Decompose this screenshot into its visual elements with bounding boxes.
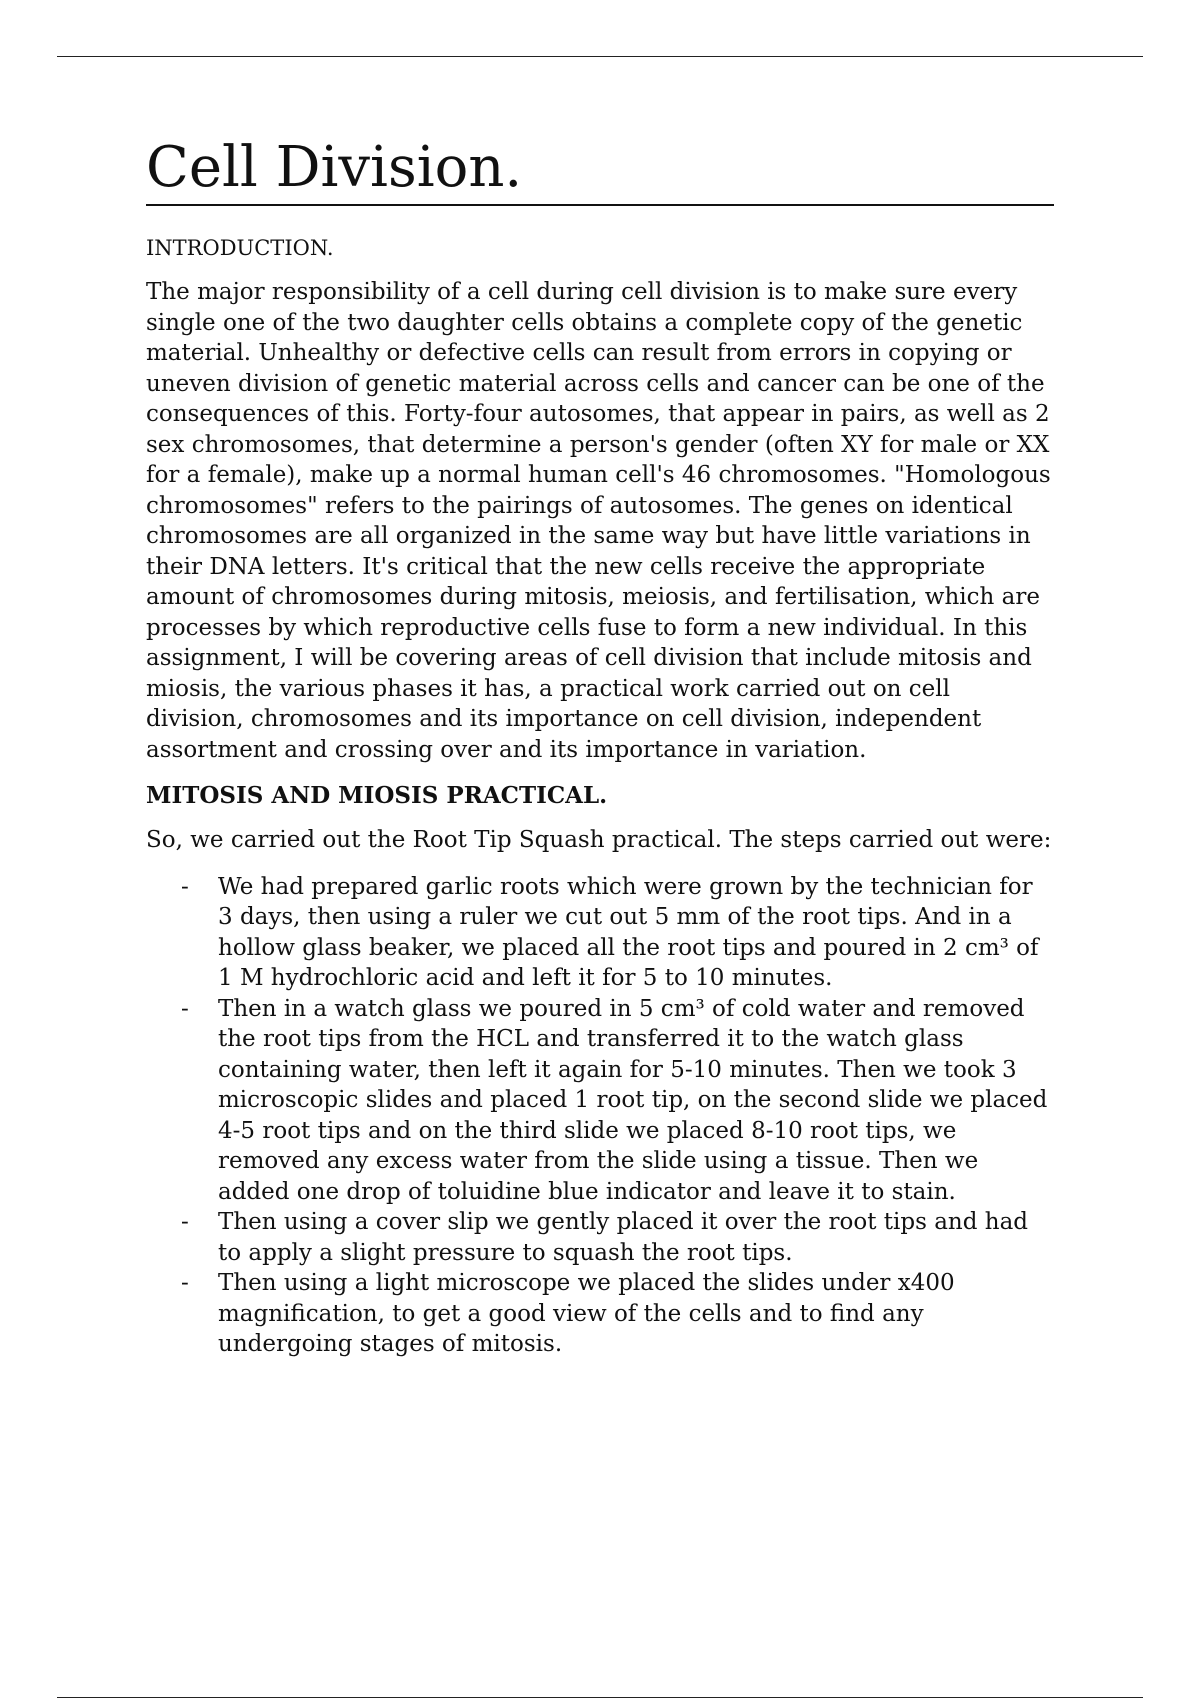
step-text: Then using a cover slip we gently placed it over the root tips and had to apply a slight pressure to squash the root tips. xyxy=(218,1209,1029,1266)
step-text: Then using a light microscope we placed the slides under x400 magnification, to get a good view of the cells and to find any undergoing stages of mitosis. xyxy=(218,1270,955,1357)
dash-bullet: - xyxy=(181,995,189,1022)
dash-bullet: - xyxy=(181,1209,189,1235)
practical-steps-list xyxy=(146,872,1054,1360)
list-item xyxy=(146,872,1054,994)
introduction-paragraph: The major responsibility of a cell during cell division is to make sure every single one of the two daughter cells obtains a complete copy of the genetic material. Unhealthy or defective cells can result from errors in copying or uneven division of genetic material across cells and cancer can be one of the consequences of this. Forty-four autosomes, that appear in pairs, as well as 2 sex chromosomes, that determine a person's gender (often XY for male or XX for a female), make up a normal human cell's 46 chromosomes. "Homologous chromosomes" refers to the pairings of autosomes. The genes on identical chromosomes are all organized in the same way but have little variations in their DNA letters. It's critical that the new cells receive the appropriate amount of chromosomes during mitosis, meiosis, and fertilisation, which are processes by which reproductive cells fuse to form a new individual. In this assignment, I will be covering areas of cell division that include mitosis and miosis, the various phases it has, a practical work carried out on cell division, chromosomes and its importance on cell division, independent assortment and crossing over and its importance in variation. xyxy=(146,279,1051,763)
introduction-label: INTRODUCTION. xyxy=(146,236,334,260)
step-text: We had prepared garlic roots which were grown by the technician for 3 days, then using a ruler we cut out 5 mm of the root tips. And in a hollow glass beaker, we placed all the root tips and poured in 2 cm³ of 1 M hydrochloric acid and left it for 5 to 10 minutes. xyxy=(218,873,1039,991)
list-item xyxy=(146,1207,1054,1268)
header-rule xyxy=(57,56,1143,57)
list-item xyxy=(146,994,1054,1208)
footer-rule xyxy=(57,1697,1143,1698)
dash-bullet: - xyxy=(181,873,189,900)
document-body xyxy=(146,135,1054,1360)
practical-intro-paragraph: So, we carried out the Root Tip Squash practical. The steps carried out were: xyxy=(146,827,1052,853)
dash-bullet: - xyxy=(181,1270,189,1296)
practical-heading: MITOSIS AND MIOSIS PRACTICAL. xyxy=(146,782,608,809)
list-item xyxy=(146,1268,1054,1360)
step-text: Then in a watch glass we poured in 5 cm³ of cold water and removed the root tips from the HCL and transferred it to the watch glass containing water, then left it again for 5-10 minutes. Then we took 3 microscopic slides and placed 1 root tip, on the second slide we placed 4-5 root tips and on the third slide we placed 8-10 root tips, we removed any excess water from the slide using a tissue. Then we added one drop of toluidine blue indicator and leave it to stain. xyxy=(218,995,1048,1205)
page-title: Cell Division. xyxy=(146,140,1054,206)
